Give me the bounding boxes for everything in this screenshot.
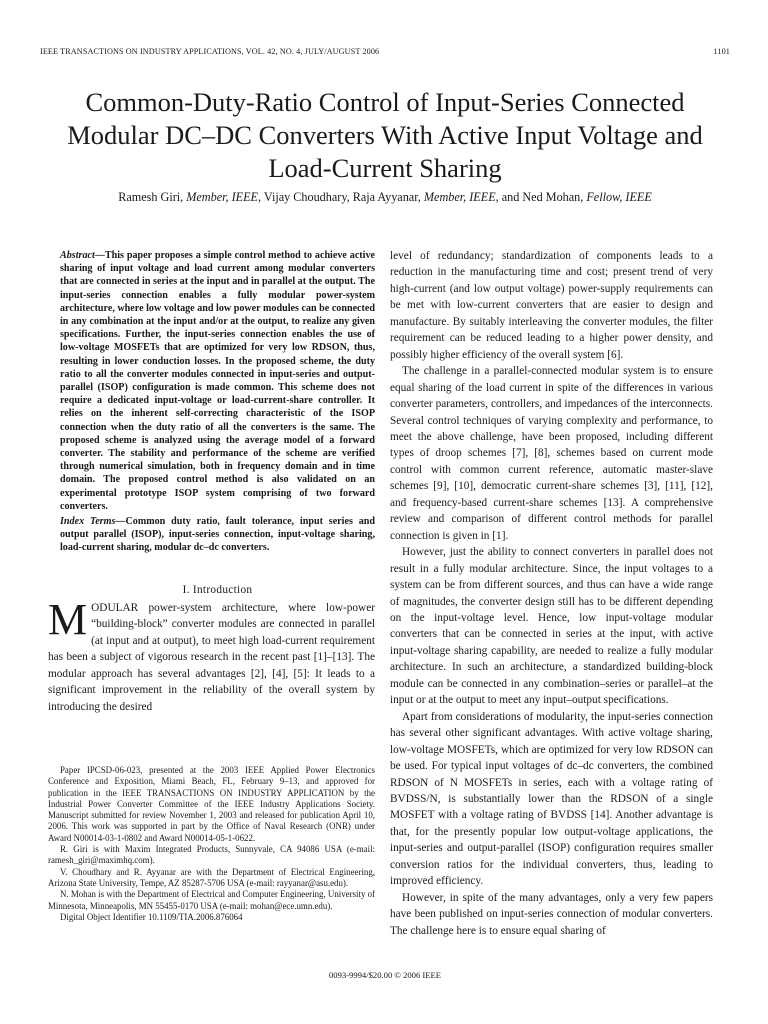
author-4-role: Fellow, IEEE — [586, 190, 652, 204]
index-terms — [60, 515, 375, 555]
author-line — [40, 190, 730, 205]
paper-title: Common-Duty-Ratio Control of Input-Series Connected Modular DC–DC Converters With Active Input Voltage and Load-Current Sharing — [67, 87, 703, 183]
author-1-role: Member, IEEE — [186, 190, 258, 204]
abstract-text: —This paper proposes a simple control method to achieve active sharing of input voltage and load current among modular converters that are connected in series at the input and in parallel at the output. The input-series connection enables a fully modular power-system architecture, where low voltage and low power modules can be connected in any combination at the input and/or at the output, to realize any given specifications. Further, the input-series connection enables the use of low-voltage MOSFETs that are optimized for very low RDSON, thus, resulting in lower conduction losses. In the proposed scheme, the duty ratio to all the converter modules connected in input-series and output-parallel (ISOP) configuration is made common. This scheme does not require a dedicated input-voltage or load-current-share controller. It relies on the inherent self-correcting characteristic of the ISOP connection when the duty ratio of all the converters is the same. The proposed scheme is analyzed using the average model of a forward converter. The stability and performance of the scheme are verified through numerical simulation, both in frequency domain and in time domain. The proposed control method is also validated on an experimental prototype ISOP system comprising of two forward converters. — [60, 250, 375, 512]
footnote: Paper IPCSD-06-023, presented at the 2003 IEEE Applied Power Electronics Conference and Exposition, Miami Beach, FL, February 9–13, and approved for publication in the IEEE TRANSACTIONS ON INDUSTRY APPLICATION by the Industrial Power Converter Committee of the IEEE Industry Applications Society. Manuscript submitted for review November 1, 2003 and released for publication April 10, 2006. This work was supported in part by the Office of Naval Research (ONR) under Award N00014-03-1-0802 and Award N00014-05-1-0622. — [48, 765, 375, 843]
body-paragraph: However, in spite of the many advantages, only a very few papers have been published on input-series connection of modular converters. The challenge here is to ensure equal sharing of — [390, 891, 713, 937]
footnote: V. Choudhary and R. Ayyanar are with the Department of Electrical Engineering, Arizona State University, Tempe, AZ 85287-5706 USA (e-mail: rayyanar@asu.edu). — [48, 866, 375, 888]
footnote: N. Mohan is with the Department of Electrical and Computer Engineering, University of Minnesota, Minneapolis, MN 55455-0170 USA (e-mail: mohan@ece.umn.edu). — [48, 889, 375, 911]
footnotes — [48, 765, 375, 923]
running-head — [40, 47, 730, 56]
intro-text: ODULAR power-system architecture, where low-power “building-block” converter modules are connected in parallel (at input and at output), to meet high load-current requirement has been a subject of vigorous research in the recent past [1]–[13]. The modular approach has several advantages [2], [4], [5]: It leads to a significant improvement in the reliability of the overall system by introducing the desired — [48, 602, 375, 713]
body-paragraph: level of redundancy; standardization of components leads to a reduction in the manufacturing time and cost; present trend of very high-current (and low output voltage) power-supply requirements can be met with low-current converters that are easier to design and manufacture. By suitably interleaving the converter modules, the filter requirement can be reduced leading to a higher power density, and possibly higher efficiency of the overall system [6]. — [390, 250, 713, 361]
page-number: 1101 — [713, 47, 730, 56]
copyright-footer: 0093-9994/$20.00 © 2006 IEEE — [328, 970, 442, 980]
author-4: , and Ned Mohan, — [495, 190, 587, 204]
abstract — [60, 249, 375, 513]
author-1: Ramesh Giri, — [118, 190, 187, 204]
body-paragraph: Apart from considerations of modularity, the input-series connection has several other significant advantages. With active voltage sharing, low-voltage MOSFETs, which are optimized for very low RDSON can be used. For typical input voltages of dc–dc converters, the combined RDSON of N MOSFETs in series, each with a voltage rating of BVDSS/N, is substantially lower than the RDSON of a single MOSFET with a voltage rating of BVDSS [14]. Another advantage is that, for the presently popular low output-voltage applications, the input-series and output-parallel (ISOP) configuration requires smaller conversion ratios for the individual converters, thus, leading to improved efficiency. — [390, 710, 713, 888]
journal-name: IEEE TRANSACTIONS ON INDUSTRY APPLICATIONS, VOL. 42, NO. 4, JULY/AUGUST 2006 — [40, 47, 380, 56]
index-terms-text: —Common duty ratio, fault tolerance, input series and output parallel (ISOP), input-series connection, input-voltage sharing, load-current sharing, modular dc–dc converters. — [60, 516, 375, 554]
footnote-doi: Digital Object Identifier 10.1109/TIA.2006.876064 — [60, 911, 243, 922]
drop-cap: M — [48, 595, 88, 644]
index-terms-lead: Index Terms — [60, 516, 116, 527]
right-column — [390, 248, 713, 939]
footnote: R. Giri is with Maxim Integrated Products, Sunnyvale, CA 94086 USA (e-mail: ramesh_giri@maximhq.com). — [48, 844, 375, 866]
body-paragraph: The challenge in a parallel-connected modular system is to ensure equal sharing of the load current in spite of the differences in various converter parameters, controllers, and impedances of the interconnects. Several control techniques of varying complexity and performance, to meet the above challenge, have been proposed, including different types of droop schemes [7], [8], schemes based on current mode control with common current reference, automatic master-slave schemes [9], [10], democratic current-share schemes [3], [11], [12], and frequency-based current-share schemes [13]. A comprehensive review and comparison of different control methods for parallel connection is given in [1]. — [390, 365, 713, 542]
body-paragraph: However, just the ability to connect converters in parallel does not result in a fully modular architecture. Since, the input voltages to a system can be from different sources, and thus can have a wide range of magnitudes, the converter design still has to be different depending on the input-voltage level. Hence, low input-voltage modular converters that can be connected in series at the input, with active input-voltage sharing capability, are needed to realize a fully modular architecture. In such an architecture, a standardized building-block module can be connected in any combination–series or parallel–at the input or at the output to meet any input–output specifications. — [390, 546, 713, 707]
author-2-3: , Vijay Choudhary, Raja Ayyanar, — [258, 190, 424, 204]
section-heading: I. Introduction — [182, 584, 253, 596]
author-3-role: Member, IEEE — [423, 190, 496, 204]
abstract-lead: Abstract — [60, 250, 95, 261]
intro-paragraph — [48, 595, 375, 715]
